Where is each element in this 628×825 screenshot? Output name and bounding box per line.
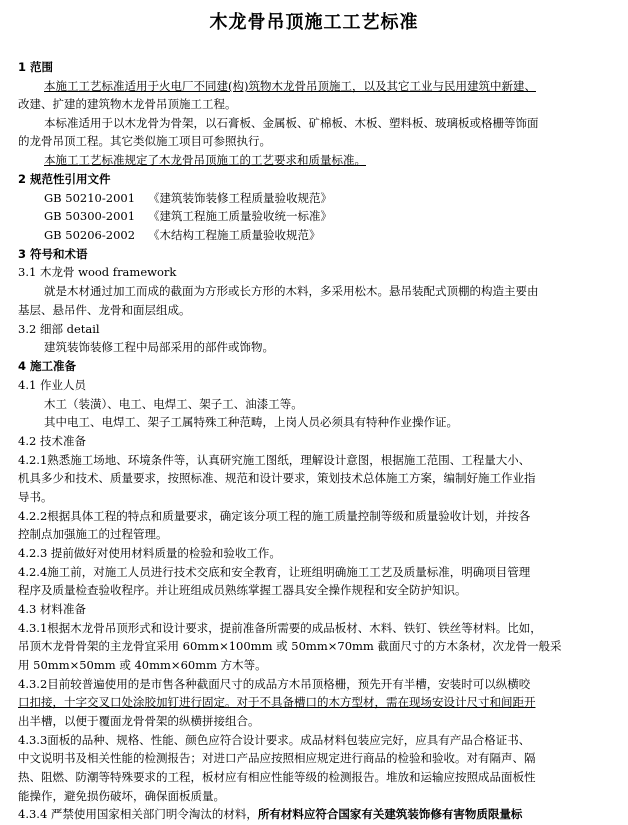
- section-heading-1: 1 范围: [18, 60, 54, 74]
- paragraph-line: 基层、悬吊件、龙骨和面层组成。: [18, 303, 191, 317]
- paragraph-line: 改建、扩建的建筑物木龙骨吊顶施工工程。: [18, 97, 237, 111]
- paragraph-line: 4.2.3 提前做好对使用材料质量的检验和验收工作。: [18, 546, 281, 560]
- section-heading-4: 4 施工准备: [18, 359, 77, 373]
- paragraph-line: 4.3.1根据木龙骨吊顶形式和设计要求，提前准备所需要的成品板材、木料、铁钉、铁丝等材料。比如，: [18, 621, 542, 635]
- section-heading-3: 3 符号和术语: [18, 247, 88, 261]
- paragraph-line: 程序及质量检查验收程序。并让班组成员熟练掌握工器具安全操作规程和安全防护知识。: [18, 583, 467, 597]
- document-title: 木龙骨吊顶施工工艺标准: [209, 12, 419, 33]
- reference-code: GB 50300-2001: [44, 209, 136, 223]
- paragraph-line: 4.2.1熟悉施工场地、环境条件等，认真研究施工图纸，理解设计意图，根据施工范围、工程量大小、: [18, 453, 531, 467]
- reference-title: 《建筑装饰装修工程质量验收规范》: [148, 191, 332, 205]
- subsection-title: 3.1 木龙骨 wood framework: [18, 265, 177, 279]
- paragraph-line: 4.3.2目前较普遍使用的是市售各种截面尺寸的成品方木吊顶格栅，预先开有半槽，安装时可以纵横咬: [18, 677, 531, 691]
- paragraph-line: 口扣接，十字交叉口处涂胶加钉进行固定。对于不具备槽口的木方型材，需在现场安设计尺寸和间距开: [18, 695, 536, 709]
- paragraph-line: 导书。: [18, 490, 53, 504]
- subsection-title: 4.3 材料准备: [18, 602, 86, 616]
- paragraph-line: 热、阻燃、防潮等特殊要求的工程，板材应有相应性能等级的检测报告。堆放和运输应按照成品面板性: [18, 770, 536, 784]
- paragraph-line: 的龙骨吊顶工程。其它类似施工项目可参照执行。: [18, 134, 271, 148]
- paragraph-line: 吊顶木龙骨骨架的主龙骨宜采用 60mm×100mm 或 50mm×70mm 截面尺寸的方木条材，次龙骨一般采: [18, 639, 562, 653]
- paragraph-line: 控制点加强施工的过程管理。: [18, 527, 168, 541]
- paragraph-line: 其中电工、电焊工、架子工属特殊工种范畴，上岗人员必须具有特种作业操作证。: [44, 415, 458, 429]
- subsection-title: 4.1 作业人员: [18, 378, 86, 392]
- paragraph-line: 出半槽，以便于覆面龙骨骨架的纵横拼接组合。: [18, 714, 260, 728]
- reference-title: 《建筑工程施工质量验收统一标准》: [148, 209, 332, 223]
- paragraph-line: 4.2.4施工前，对施工人员进行技术交底和安全教育，让班组明确施工工艺及质量标准，明确项目管理: [18, 565, 531, 579]
- paragraph-line: 机具多少和技术、质量要求，按照标准、规范和设计要求，策划技术总体施工方案，编制好施工作业指: [18, 471, 536, 485]
- paragraph-line: 4.2.2根据具体工程的特点和质量要求，确定该分项工程的施工质量控制等级和质量验收计划，并按各: [18, 509, 531, 523]
- paragraph-line: 中文说明书及相关性能的检测报告；对进口产品应按照相应规定进行商品的检验和验收。对有隔声、隔: [18, 751, 536, 765]
- paragraph-text: 4.3.4 严禁使用国家相关部门明令淘汰的材料，: [18, 807, 258, 821]
- reference-code: GB 50206-2002: [44, 228, 136, 242]
- subsection-title: 3.2 细部 detail: [18, 322, 100, 336]
- reference-title: 《木结构工程施工质量验收规范》: [148, 228, 321, 242]
- paragraph-line: 4.3.3面板的品种、规格、性能、颜色应符合设计要求。成品材料包装应完好，应具有产品合格证书、: [18, 733, 531, 747]
- paragraph-line: 就是木材通过加工而成的截面为方形或长方形的木料，多采用松木。悬吊装配式顶棚的构造主要由: [44, 284, 539, 298]
- subsection-title: 4.2 技术准备: [18, 434, 86, 448]
- paragraph-line: [18, 805, 522, 823]
- paragraph-line: 能操作，避免损伤破坏，确保面板质量。: [18, 789, 225, 803]
- paragraph-line: 本施工工艺标准规定了木龙骨吊顶施工的工艺要求和质量标准。: [44, 153, 366, 167]
- section-heading-2: 2 规范性引用文件: [18, 172, 111, 186]
- emphasis-text: 所有材料应符合国家有关建筑装饰修有害物质限量标: [257, 807, 523, 821]
- paragraph-line: 本标准适用于以木龙骨为骨架，以石膏板、金属板、矿棉板、木板、塑料板、玻璃板或格栅等饰面: [44, 116, 539, 130]
- reference-code: GB 50210-2001: [44, 191, 136, 205]
- paragraph-line: 本施工工艺标准适用于火电厂不同建(构)筑物木龙骨吊顶施工，以及其它工业与民用建筑中新建、: [44, 79, 536, 93]
- paragraph-line: 木工（装潢）、电工、电焊工、架子工、油漆工等。: [44, 397, 303, 411]
- paragraph-line: 用 50mm×50mm 或 40mm×60mm 方木等。: [18, 658, 267, 672]
- paragraph-line: 建筑装饰装修工程中局部采用的部件或饰物。: [44, 340, 274, 354]
